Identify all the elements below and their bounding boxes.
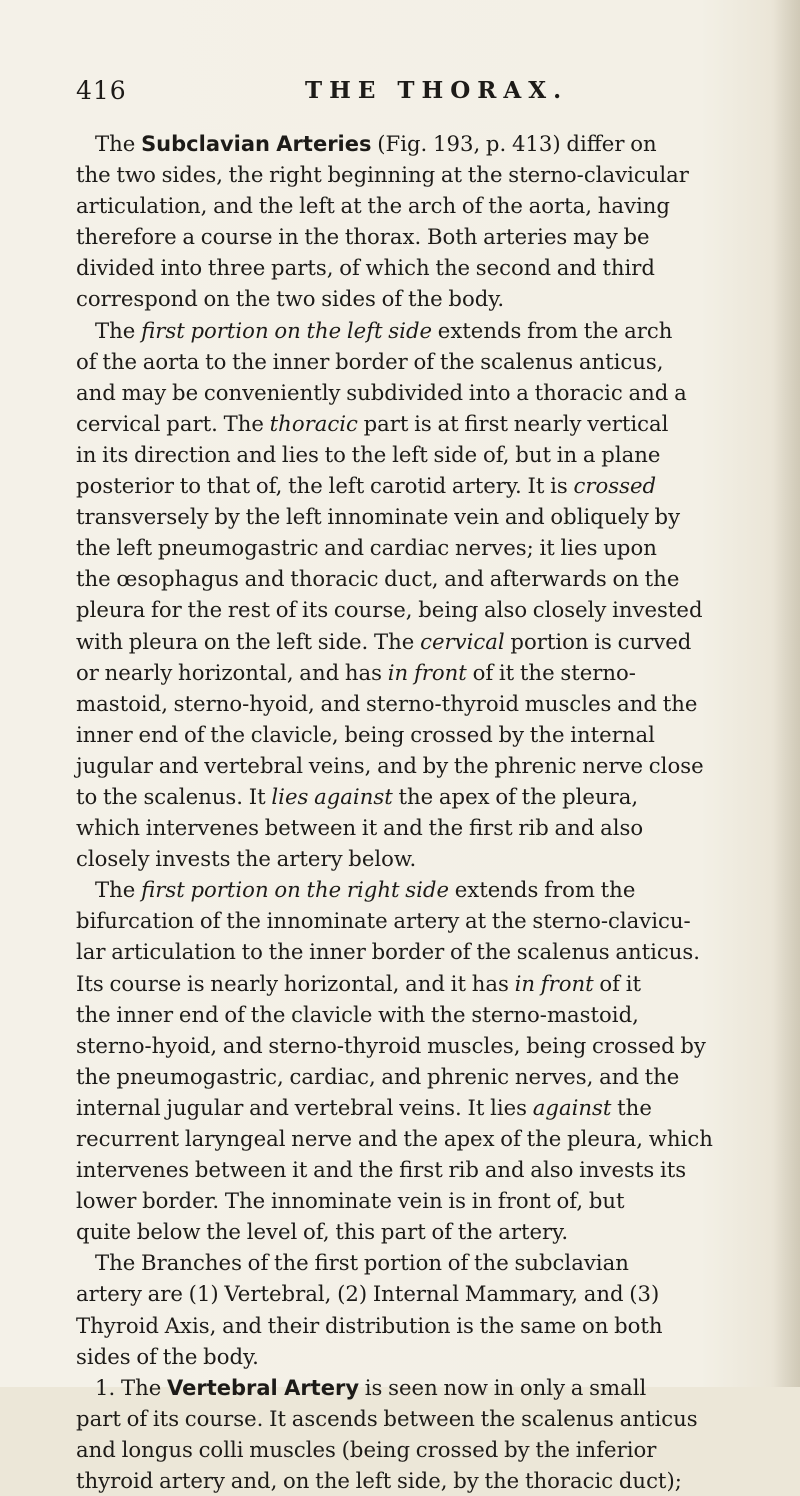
text-line <box>76 1465 716 1496</box>
text-run: divided into three parts, of which the second and third <box>76 255 655 281</box>
text-line <box>76 750 716 781</box>
text-line <box>76 1030 716 1061</box>
emphasized-text: in front <box>514 970 594 996</box>
text-run: bifurcation of the innominate artery at the sterno-clavicu- <box>76 908 691 934</box>
text-line <box>76 1216 716 1247</box>
text-run: recurrent laryngeal nerve and the apex of the pleura, which <box>76 1126 713 1151</box>
page-number: 416 <box>76 76 127 105</box>
text-line <box>76 968 716 999</box>
text-run: or nearly horizontal, and has <box>76 659 388 685</box>
text-line <box>76 470 716 501</box>
text-line <box>76 626 716 657</box>
text-run: closely invests the artery below. <box>76 846 417 872</box>
text-line <box>76 532 716 563</box>
text-run: the inner end of the clavicle with the sterno-mastoid, <box>76 1001 639 1027</box>
text-run: lower border. The innominate vein is in front of, but <box>76 1188 625 1214</box>
text-run: sides of the body. <box>76 1343 259 1369</box>
text-line <box>76 159 716 190</box>
emphasized-text: lies against <box>271 783 393 809</box>
text-run: part of its course. It ascends between the scalenus anticus <box>76 1405 698 1431</box>
text-line <box>76 1403 716 1434</box>
text-run: portion is curved <box>504 628 692 654</box>
text-line <box>76 812 716 843</box>
text-run: the œsophagus and thoracic duct, and afterwards on the <box>76 566 680 592</box>
emphasized-text: first portion on the right side <box>141 877 450 903</box>
running-head: THE THORAX. <box>305 77 569 104</box>
text-line <box>76 1185 716 1216</box>
text-run: lar articulation to the inner border of the scalenus anticus. <box>76 939 701 965</box>
text-run: pleura for the rest of its course, being also closely invested <box>76 597 703 623</box>
text-run: cervical part. The <box>76 410 270 436</box>
text-run: The <box>95 317 142 343</box>
text-line <box>76 999 716 1030</box>
text-line <box>76 346 716 377</box>
text-line <box>76 377 716 408</box>
text-run: The <box>95 877 142 903</box>
emphasized-text: thoracic <box>269 410 358 436</box>
text-run: is seen now in only a small <box>359 1374 647 1400</box>
text-line <box>76 283 716 314</box>
text-run: (Fig. 193, p. 413) differ on <box>371 131 657 156</box>
text-run: in its direction and lies to the left side of, but in a plane <box>76 441 661 467</box>
text-line <box>76 1123 716 1154</box>
text-line <box>76 657 716 688</box>
text-run: intervenes between it and the first rib and also invests its <box>76 1157 687 1183</box>
text-run: of it the sterno- <box>466 659 636 685</box>
text-run: articulation, and the left at the arch of the aorta, having <box>76 193 670 219</box>
page-header <box>76 76 716 116</box>
text-run: sterno-hyoid, and sterno-thyroid muscles, being crossed by <box>76 1032 706 1058</box>
text-line <box>76 1341 716 1372</box>
text-run: the <box>611 1094 652 1120</box>
emphasized-text: against <box>532 1094 612 1120</box>
text-line <box>76 1154 716 1185</box>
text-run: Its course is nearly horizontal, and it has <box>76 970 515 996</box>
text-run: extends from the arch <box>432 317 673 343</box>
text-run: artery are (1) Vertebral, (2) Internal Mammary, and (3) <box>76 1281 660 1307</box>
text-line <box>76 874 716 905</box>
text-run: mastoid, sterno-hyoid, and sterno-thyroid muscles and the <box>76 690 698 716</box>
heading-text: Vertebral Artery <box>167 1375 360 1400</box>
text-line <box>76 936 716 967</box>
text-run: to the scalenus. It <box>76 783 272 809</box>
text-line <box>76 688 716 719</box>
text-run: Thyroid Axis, and their distribution is the same on both <box>76 1312 663 1338</box>
text-run: the pneumogastric, cardiac, and phrenic nerves, and the <box>76 1063 680 1089</box>
emphasized-text: crossed <box>573 473 657 499</box>
text-line <box>76 1278 716 1309</box>
text-line <box>76 719 716 750</box>
text-run: inner end of the clavicle, being crossed by the internal <box>76 721 655 747</box>
text-line <box>76 128 716 159</box>
text-run: the left pneumogastric and cardiac nerves; it lies upon <box>76 535 657 561</box>
text-run: of the aorta to the inner border of the scalenus anticus, <box>76 348 664 374</box>
text-line <box>76 563 716 594</box>
text-run: therefore a course in the thorax. Both arteries may be <box>76 224 650 250</box>
text-run: part is at first nearly vertical <box>357 410 669 436</box>
text-run: posterior to that of, the left carotid artery. It is <box>76 473 574 499</box>
text-run: 1. The <box>95 1374 168 1400</box>
text-line <box>76 905 716 936</box>
body-text <box>76 128 716 1496</box>
text-run: internal jugular and vertebral veins. It lies <box>76 1094 533 1120</box>
text-run: and longus colli muscles (being crossed by the inferior <box>76 1436 657 1462</box>
text-line <box>76 190 716 221</box>
text-line <box>76 1247 716 1278</box>
emphasized-text: first portion on the left side <box>141 317 433 343</box>
text-line <box>76 1310 716 1341</box>
text-line <box>76 1372 716 1403</box>
text-run: correspond on the two sides of the body. <box>76 286 505 312</box>
text-line <box>76 1434 716 1465</box>
text-line <box>76 594 716 625</box>
text-line <box>76 1061 716 1092</box>
text-line <box>76 781 716 812</box>
heading-text: Subclavian Arteries <box>141 132 372 156</box>
text-run: which intervenes between it and the first rib and also <box>76 815 644 841</box>
text-line <box>76 252 716 283</box>
text-run: quite below the level of, this part of the artery. <box>76 1219 569 1245</box>
emphasized-text: in front <box>387 659 467 685</box>
text-run: thyroid artery and, on the left side, by the thoracic duct); <box>76 1468 682 1494</box>
text-run: transversely by the left innominate vein and obliquely by <box>76 504 681 530</box>
text-run: The Branches of the first portion of the subclavian <box>95 1250 629 1276</box>
text-line <box>76 221 716 252</box>
text-run: The <box>95 131 142 156</box>
text-line <box>76 439 716 470</box>
text-run: of it <box>593 970 641 996</box>
text-run: extends from the <box>449 877 636 903</box>
text-line <box>76 315 716 346</box>
text-run: and may be conveniently subdivided into a thoracic and a <box>76 379 687 405</box>
text-line <box>76 501 716 532</box>
text-line <box>76 408 716 439</box>
text-line <box>76 843 716 874</box>
text-run: the two sides, the right beginning at the sterno-clavicular <box>76 162 689 188</box>
text-run: with pleura on the left side. The <box>76 628 421 654</box>
text-line <box>76 1092 716 1123</box>
text-run: the apex of the pleura, <box>392 783 639 809</box>
emphasized-text: cervical <box>420 628 505 654</box>
page-edge-shadow <box>774 0 800 1387</box>
text-run: jugular and vertebral veins, and by the phrenic nerve close <box>76 752 704 778</box>
